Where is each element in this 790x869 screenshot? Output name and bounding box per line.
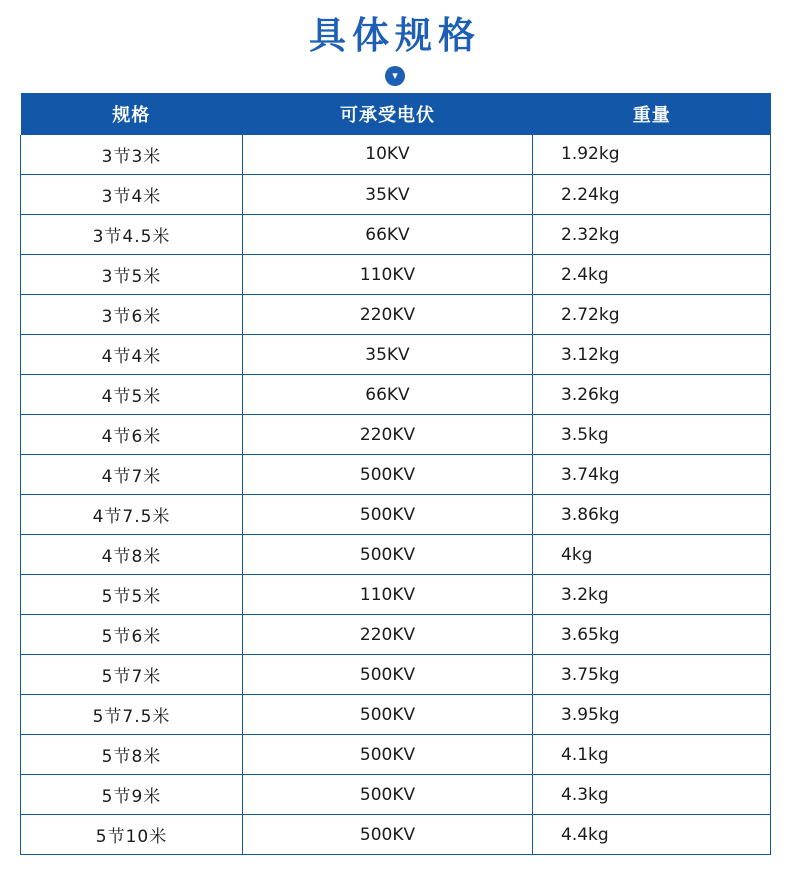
cell-spec: 5节5米 — [21, 575, 243, 615]
table-row — [21, 615, 771, 655]
table-head — [21, 93, 771, 135]
page-title: 具体规格 — [309, 14, 481, 57]
cell-spec: 5节10米 — [21, 815, 243, 855]
cell-voltage: 500KV — [243, 495, 533, 535]
table-row — [21, 535, 771, 575]
table-row — [21, 415, 771, 455]
cell-voltage: 500KV — [243, 695, 533, 735]
table-row — [21, 575, 771, 615]
spec-table-container — [20, 93, 770, 856]
cell-spec: 5节6米 — [21, 615, 243, 655]
table-row — [21, 655, 771, 695]
table-row — [21, 815, 771, 855]
cell-spec: 3节6米 — [21, 295, 243, 335]
cell-voltage: 10KV — [243, 135, 533, 175]
cell-voltage: 66KV — [243, 215, 533, 255]
cell-voltage: 110KV — [243, 575, 533, 615]
title-divider — [0, 63, 790, 89]
table-body — [21, 135, 771, 855]
cell-voltage: 35KV — [243, 175, 533, 215]
cell-weight: 3.26kg — [533, 375, 771, 415]
cell-weight: 4.1kg — [533, 735, 771, 775]
cell-spec: 5节7.5米 — [21, 695, 243, 735]
table-row — [21, 135, 771, 175]
cell-weight: 3.5kg — [533, 415, 771, 455]
cell-weight: 4.4kg — [533, 815, 771, 855]
table-row — [21, 695, 771, 735]
chevron-down-icon: ▾ — [385, 66, 405, 86]
table-row — [21, 215, 771, 255]
cell-weight: 2.24kg — [533, 175, 771, 215]
cell-voltage: 35KV — [243, 335, 533, 375]
table-row — [21, 735, 771, 775]
cell-voltage: 500KV — [243, 455, 533, 495]
cell-spec: 5节8米 — [21, 735, 243, 775]
cell-weight: 4kg — [533, 535, 771, 575]
cell-weight: 3.2kg — [533, 575, 771, 615]
cell-spec: 4节6米 — [21, 415, 243, 455]
cell-spec: 3节5米 — [21, 255, 243, 295]
cell-spec: 3节4.5米 — [21, 215, 243, 255]
cell-voltage: 500KV — [243, 535, 533, 575]
cell-voltage: 500KV — [243, 735, 533, 775]
column-header-spec: 规格 — [21, 93, 243, 135]
cell-weight: 2.32kg — [533, 215, 771, 255]
cell-spec: 4节5米 — [21, 375, 243, 415]
cell-weight: 3.95kg — [533, 695, 771, 735]
table-row — [21, 295, 771, 335]
cell-weight: 2.4kg — [533, 255, 771, 295]
cell-spec: 4节4米 — [21, 335, 243, 375]
cell-weight: 3.74kg — [533, 455, 771, 495]
cell-weight: 3.12kg — [533, 335, 771, 375]
column-header-voltage: 可承受电伏 — [243, 93, 533, 135]
cell-voltage: 220KV — [243, 415, 533, 455]
cell-voltage: 500KV — [243, 775, 533, 815]
table-row — [21, 255, 771, 295]
table-row — [21, 175, 771, 215]
cell-voltage: 110KV — [243, 255, 533, 295]
table-row — [21, 775, 771, 815]
cell-weight: 3.86kg — [533, 495, 771, 535]
cell-voltage: 220KV — [243, 615, 533, 655]
table-row — [21, 495, 771, 535]
cell-voltage: 500KV — [243, 655, 533, 695]
cell-weight: 1.92kg — [533, 135, 771, 175]
cell-spec: 4节7.5米 — [21, 495, 243, 535]
table-row — [21, 335, 771, 375]
cell-weight: 4.3kg — [533, 775, 771, 815]
cell-voltage: 220KV — [243, 295, 533, 335]
cell-spec: 3节3米 — [21, 135, 243, 175]
cell-spec: 5节7米 — [21, 655, 243, 695]
cell-voltage: 66KV — [243, 375, 533, 415]
column-header-weight: 重量 — [533, 93, 771, 135]
cell-weight: 3.75kg — [533, 655, 771, 695]
cell-spec: 3节4米 — [21, 175, 243, 215]
table-row — [21, 375, 771, 415]
cell-voltage: 500KV — [243, 815, 533, 855]
cell-weight: 2.72kg — [533, 295, 771, 335]
cell-spec: 4节8米 — [21, 535, 243, 575]
spec-table — [20, 93, 771, 856]
cell-spec: 5节9米 — [21, 775, 243, 815]
cell-weight: 3.65kg — [533, 615, 771, 655]
cell-spec: 4节7米 — [21, 455, 243, 495]
table-header-row — [21, 93, 771, 135]
table-row — [21, 455, 771, 495]
